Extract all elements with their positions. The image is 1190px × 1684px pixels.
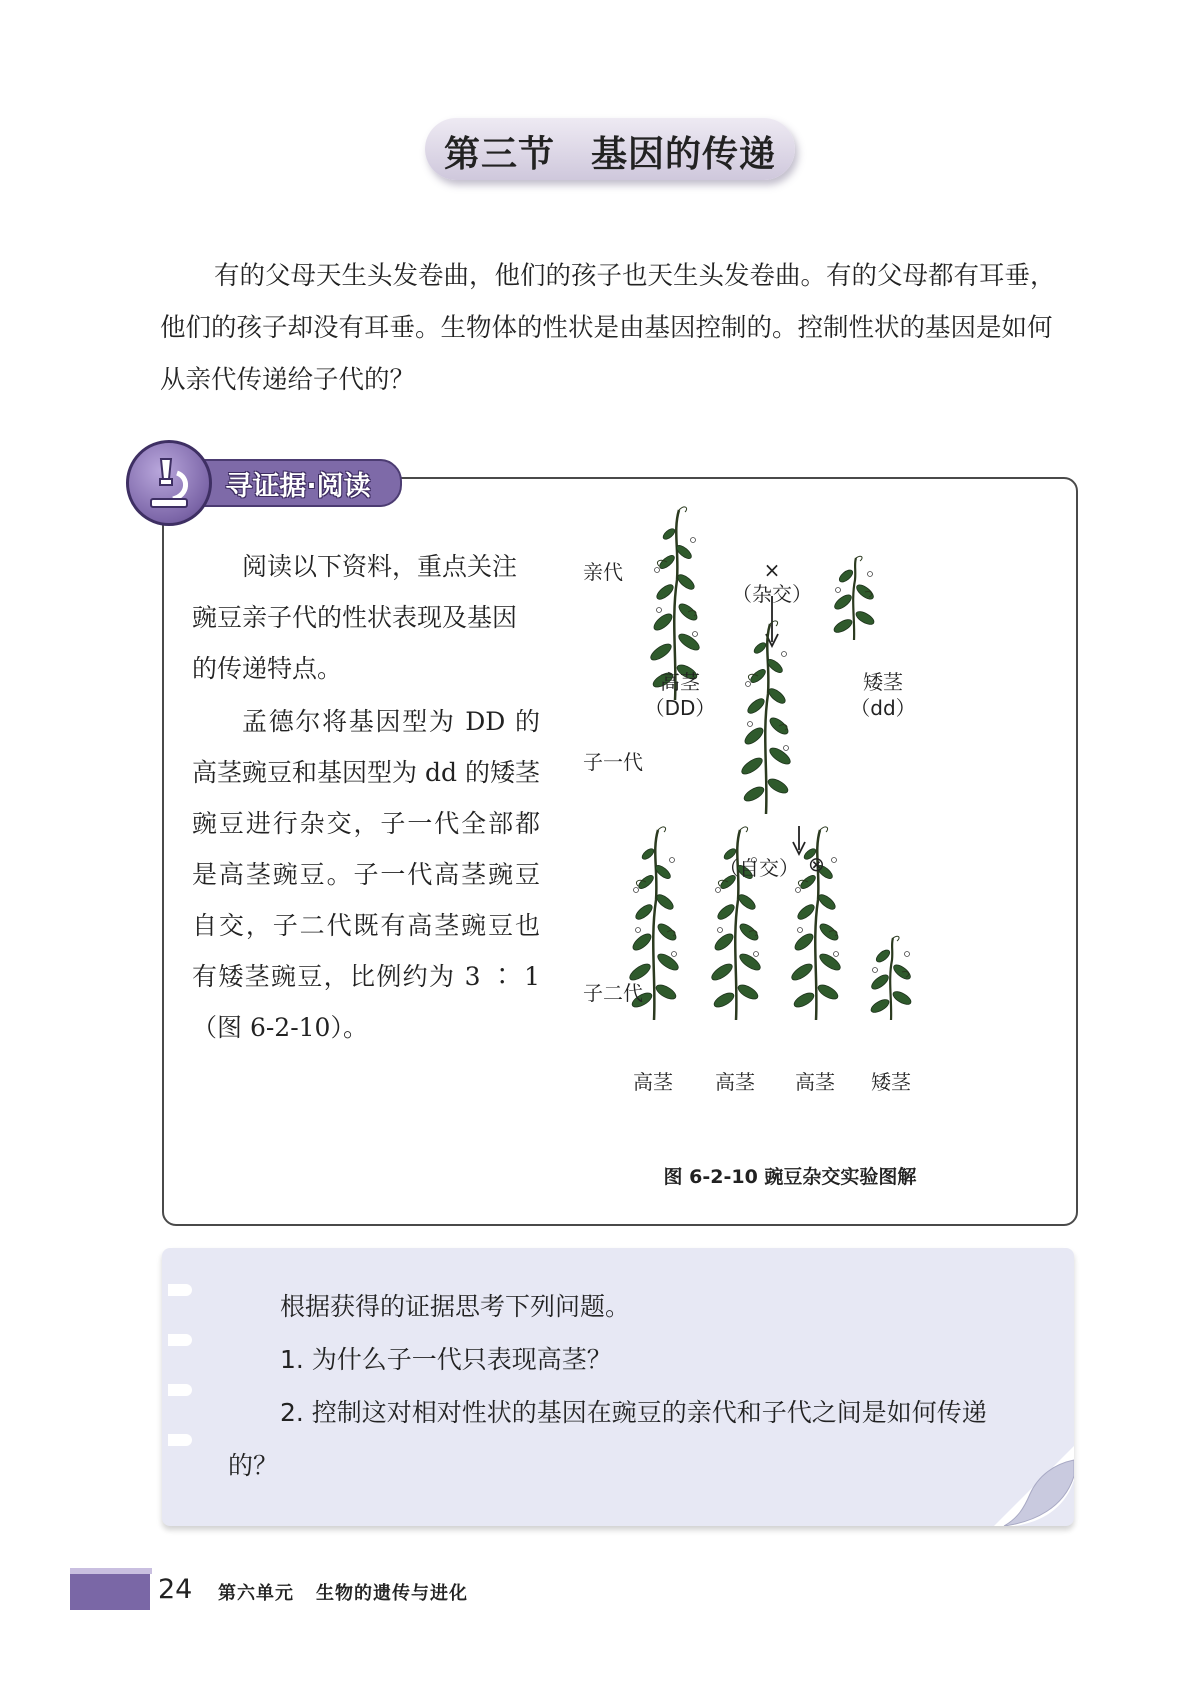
cross-symbol: ×: [763, 558, 781, 582]
intro-paragraph: 有的父母天生头发卷曲，他们的孩子也天生头发卷曲。有的父母都有耳垂，他们的孩子却没有耳垂。生物体的性状是由基因控制的。控制性状的基因是如何从亲代传递给子代的？: [160, 261, 1056, 395]
reading-paragraph-1: 阅读以下资料，重点关注豌豆亲子代的性状表现及基因的传递特点。: [192, 552, 518, 683]
unit-number: 第六单元: [218, 1583, 294, 1604]
f2-plant-4: [869, 936, 913, 1020]
question-1: 1. 为什么子一代只表现高茎？: [280, 1345, 612, 1374]
parent-tall-genotype: （DD）: [644, 696, 716, 720]
questions-intro: 根据获得的证据思考下列问题。: [280, 1292, 631, 1321]
f2-plant-2-label: 高茎: [715, 1070, 755, 1094]
reading-paragraph-2: 孟德尔将基因型为 DD 的高茎豌豆和基因型为 dd 的矮茎豌豆进行杂交，子一代全部都是高茎豌豆。子一代高茎豌豆自交，子二代既有高茎豌豆也有矮茎豌豆，比例约为 3 ∶ 1（图 6-2-10）。: [192, 707, 540, 1042]
parent-generation-label: 亲代: [583, 560, 623, 584]
parent-short-genotype: （dd）: [850, 696, 916, 720]
parent-tall-label: 高茎: [660, 670, 700, 694]
microscope-icon: [143, 455, 195, 511]
selfing-label: （自交）: [719, 856, 799, 880]
binder-hole: [168, 1384, 192, 1396]
binder-hole: [168, 1334, 192, 1346]
f1-plant: [739, 621, 792, 814]
binder-hole: [168, 1284, 192, 1296]
f1-generation-label: 子一代: [583, 750, 643, 774]
section-number: 第三节: [443, 133, 555, 175]
unit-title: 生物的遗传与进化: [316, 1583, 468, 1604]
cross-label: （杂交）: [732, 582, 812, 606]
section-title: [425, 126, 795, 177]
section-name: 基因的传递: [591, 133, 777, 175]
parent-short-plant: [832, 556, 876, 640]
question-2: 2. 控制这对相对性状的基因在豌豆的亲代和子代之间是如何传递的？: [228, 1398, 987, 1480]
binder-hole: [168, 1434, 192, 1446]
f2-generation-label: 子二代: [583, 981, 643, 1005]
questions: [228, 1280, 1008, 1492]
page-number: 24: [158, 1574, 193, 1605]
f2-plant-4-label: 矮茎: [871, 1070, 911, 1094]
figure-caption: 图 6-2-10 豌豆杂交实验图解: [663, 1166, 917, 1188]
running-footer: [218, 1579, 468, 1605]
f2-plant-1-label: 高茎: [633, 1070, 673, 1094]
footer-accent-bar: [70, 1574, 150, 1610]
parent-short-label: 矮茎: [863, 670, 903, 694]
reading-tab-label: 寻证据·阅读: [225, 471, 371, 502]
microscope-badge: [126, 440, 212, 526]
f2-plant-3-label: 高茎: [795, 1070, 835, 1094]
selfing-symbol: ⊗: [808, 852, 825, 876]
